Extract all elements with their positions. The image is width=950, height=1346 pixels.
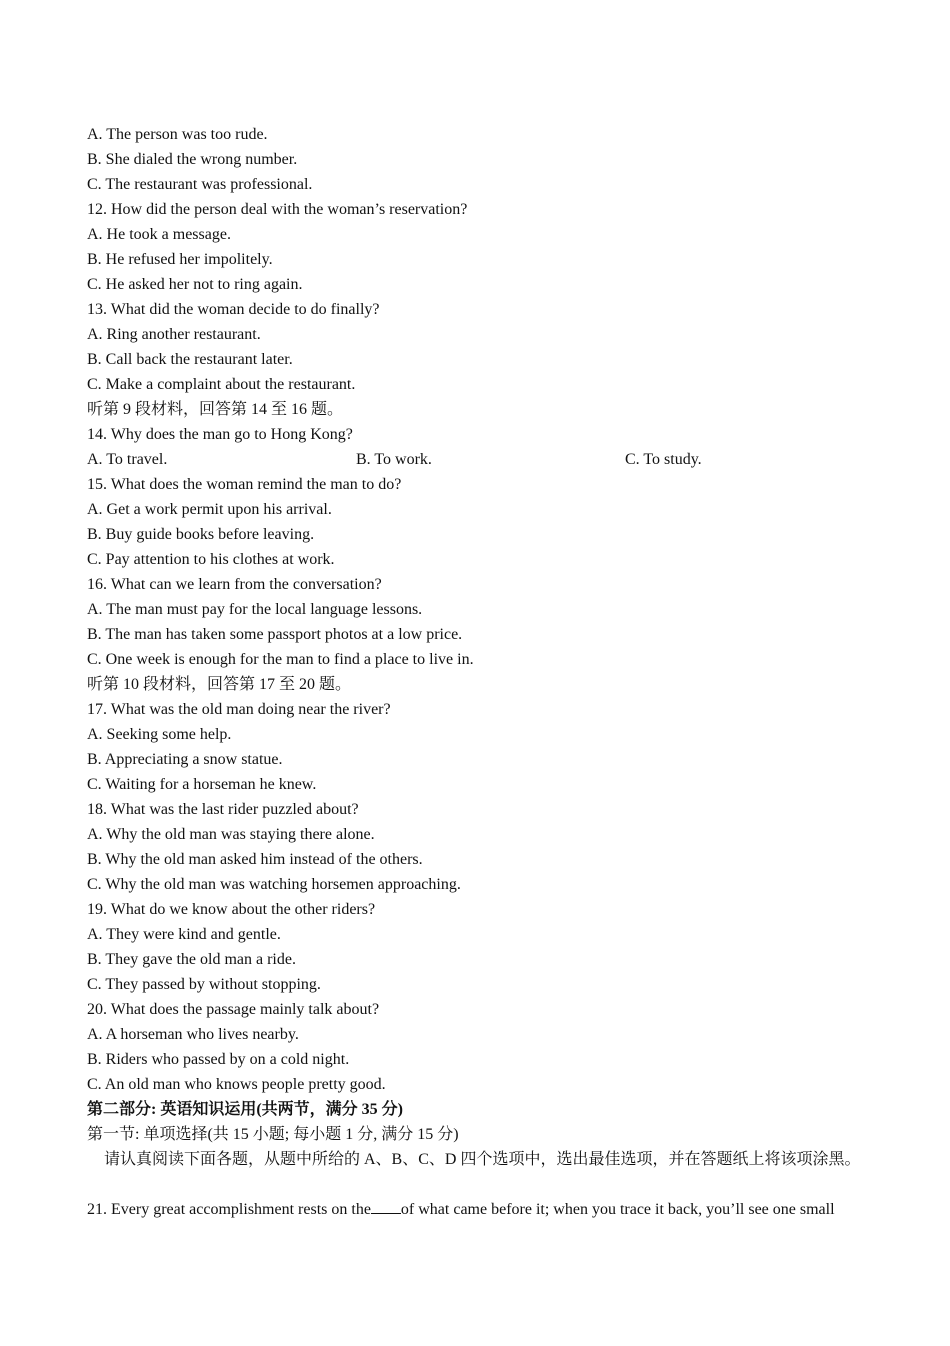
text-line: 14. Why does the man go to Hong Kong? <box>87 426 353 443</box>
text-line: 19. What do we know about the other riders? <box>87 901 376 918</box>
text-line: C. Pay attention to his clothes at work. <box>87 551 335 568</box>
text-line: C. He asked her not to ring again. <box>87 276 303 293</box>
text-line: A. Get a work permit upon his arrival. <box>87 501 332 518</box>
text-line: 听第 9 段材料，回答第 14 至 16 题。 <box>87 401 344 418</box>
text-line: 17. What was the old man doing near the river? <box>87 701 391 718</box>
text-line: A. Why the old man was staying there alone. <box>87 826 375 843</box>
text-line: C. An old man who knows people pretty good. <box>87 1076 386 1093</box>
text-line: A. Seeking some help. <box>87 726 232 743</box>
text-line: 15. What does the woman remind the man to do? <box>87 476 402 493</box>
question-21 <box>87 1197 887 1222</box>
text-line: 12. How did the person deal with the woman’s reservation? <box>87 201 468 218</box>
text-line: 20. What does the passage mainly talk about? <box>87 1001 380 1018</box>
q14-option-b: B. To work. <box>356 451 432 468</box>
instruction-text: 请认真阅读下面各题，从题中所给的 A、B、C、D 四个选项中，选出最佳选项，并在答题纸上将该项涂黑。 <box>104 1151 861 1168</box>
q21-blank <box>371 1199 401 1214</box>
text-line: C. The restaurant was professional. <box>87 176 313 193</box>
text-line: B. He refused her impolitely. <box>87 251 273 268</box>
text-line: C. One week is enough for the man to find a place to live in. <box>87 651 474 668</box>
text-line: C. Waiting for a horseman he knew. <box>87 776 317 793</box>
document-content <box>87 122 887 1222</box>
q21-text-start: 21. Every great accomplishment rests on the <box>87 1201 371 1218</box>
q21-text-end: of what came before it; when you trace it back, you’ll see one small <box>400 1201 835 1218</box>
text-line: C. They passed by without stopping. <box>87 976 321 993</box>
q14-option-c: C. To study. <box>625 451 702 468</box>
q14-options <box>87 447 887 472</box>
text-line: B. Call back the restaurant later. <box>87 351 293 368</box>
text-line: C. Make a complaint about the restaurant. <box>87 376 356 393</box>
text-line: A. The man must pay for the local language lessons. <box>87 601 423 618</box>
part2-heading: 第二部分: 英语知识运用(共两节，满分 35 分) <box>87 1101 403 1118</box>
listening-questions-11-14 <box>87 122 887 447</box>
text-line: B. They gave the old man a ride. <box>87 951 296 968</box>
text-line: 16. What can we learn from the conversation? <box>87 576 382 593</box>
text-line: A. The person was too rude. <box>87 126 268 143</box>
text-line: C. Why the old man was watching horsemen approaching. <box>87 876 461 893</box>
text-line: A. He took a message. <box>87 226 231 243</box>
q14-option-a: A. To travel. <box>87 451 168 468</box>
text-line: B. Buy guide books before leaving. <box>87 526 315 543</box>
listening-questions-15-20 <box>87 472 887 1097</box>
text-line: 18. What was the last rider puzzled about? <box>87 801 359 818</box>
blank-line <box>87 1172 887 1197</box>
section1-heading: 第一节: 单项选择(共 15 小题; 每小题 1 分, 满分 15 分) <box>87 1126 459 1143</box>
text-line: B. Appreciating a snow statue. <box>87 751 283 768</box>
text-line: A. They were kind and gentle. <box>87 926 281 943</box>
text-line: A. Ring another restaurant. <box>87 326 261 343</box>
text-line: B. She dialed the wrong number. <box>87 151 298 168</box>
text-line: 13. What did the woman decide to do finally? <box>87 301 380 318</box>
text-line: B. The man has taken some passport photos at a low price. <box>87 626 463 643</box>
text-line: B. Riders who passed by on a cold night. <box>87 1051 350 1068</box>
text-line: A. A horseman who lives nearby. <box>87 1026 299 1043</box>
text-line: 听第 10 段材料，回答第 17 至 20 题。 <box>87 676 352 693</box>
text-line: B. Why the old man asked him instead of the others. <box>87 851 423 868</box>
